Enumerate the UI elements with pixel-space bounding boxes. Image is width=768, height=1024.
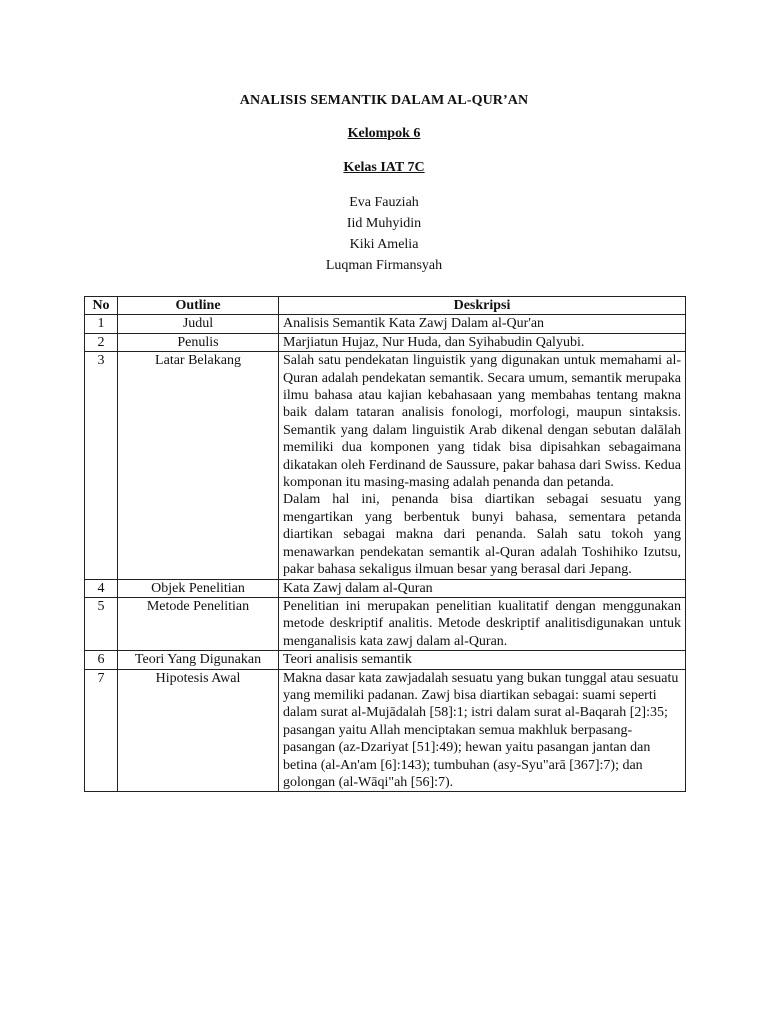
member-name: Kiki Amelia — [349, 237, 419, 252]
row-description: Kata Zawj dalam al-Quran — [279, 579, 686, 597]
group-heading: Kelompok 6 — [347, 126, 421, 141]
row-number: 2 — [85, 333, 118, 351]
row-outline: Metode Penelitian — [118, 597, 279, 650]
row-outline: Objek Penelitian — [118, 579, 279, 597]
table-row — [85, 315, 686, 333]
outline-table — [84, 296, 686, 792]
row-outline: Latar Belakang — [118, 352, 279, 579]
row-outline: Penulis — [118, 333, 279, 351]
table-row — [85, 651, 686, 669]
table-row — [85, 597, 686, 650]
row-description: Makna dasar kata zawjadalah sesuatu yang bukan tunggal atau sesuatu yang memiliki padanan. Zawj bisa diartikan sebagai: suami seperti dalam surat al-Mujādalah [58]:1; istri dalam surat al-Baqarah [2]:35; pasangan yaitu Allah menciptakan semua makhluk berpasang-pasangan (az-Dzariyat [51]:49); hewan yaitu pasangan jantan dan betina (al-An'am [6]:143); tumbuhan (asy-Syu"arā [367]:7); dan golongan (al-Wāqi"ah [56]:7). — [279, 669, 686, 792]
row-description — [279, 352, 686, 579]
table-row — [85, 579, 686, 597]
document-title: ANALISIS SEMANTIK DALAM AL-QUR’AN — [239, 93, 529, 108]
row-outline: Judul — [118, 315, 279, 333]
row-description: Marjiatun Hujaz, Nur Huda, dan Syihabudin Qalyubi. — [279, 333, 686, 351]
row-number: 6 — [85, 651, 118, 669]
row-number: 5 — [85, 597, 118, 650]
description-paragraph: Salah satu pendekatan linguistik yang digunakan untuk memahami al-Quran adalah pendekatan semantik. Secara umum, semantik merupaka ilmu bahasa atau kajian kebahasaan yang membahas tentang makna baik dalam tataran analisis fonologi, morfologi, maupun sintaksis. Semantik yang dalam linguistik Arab dikenal dengan sebutan dalālah memiliki dua komponen yang tidak bisa dipisahkan sebagaimana dikatakan oleh Ferdinand de Saussure, pakar bahasa dari Swiss. Kedua komponan itu masing-masing adalah penanda dan petanda. — [283, 353, 681, 491]
row-outline: Hipotesis Awal — [118, 669, 279, 792]
header-no: No — [85, 297, 118, 315]
row-description: Teori analisis semantik — [279, 651, 686, 669]
member-name: Luqman Firmansyah — [325, 258, 443, 273]
table-header-row — [85, 297, 686, 315]
table-row — [85, 333, 686, 351]
header-deskripsi: Deskripsi — [279, 297, 686, 315]
member-list — [0, 192, 768, 276]
row-number: 3 — [85, 352, 118, 579]
row-description — [279, 597, 686, 650]
description-paragraph: Dalam hal ini, penanda bisa diartikan sebagai sesuatu yang mengartikan yang berbentuk bunyi bahasa, sementara petanda diartikan sebagai makna dari penanda. Salah satu tokoh yang menawarkan pendekatan semantik al-Quran adalah Toshihiko Izutsu, pakar bahasa sekaligus ilmuan besar yang berasal dari Jepang. — [283, 492, 681, 578]
row-number: 7 — [85, 669, 118, 792]
description-paragraph: Penelitian ini merupakan penelitian kualitatif dengan menggunakan metode deskriptif analitis. Metode deskriptif analitisdigunakan untuk menganalisis kata zawj dalam al-Quran. — [283, 598, 681, 649]
member-name: Eva Fauziah — [349, 195, 419, 210]
member-name: Iid Muhyidin — [346, 216, 422, 231]
table-row — [85, 352, 686, 579]
header-outline: Outline — [118, 297, 279, 315]
row-number: 4 — [85, 579, 118, 597]
class-heading: Kelas IAT 7C — [343, 160, 425, 175]
row-description: Analisis Semantik Kata Zawj Dalam al-Qur'an — [279, 315, 686, 333]
row-outline: Teori Yang Digunakan — [118, 651, 279, 669]
table-row — [85, 669, 686, 792]
row-number: 1 — [85, 315, 118, 333]
